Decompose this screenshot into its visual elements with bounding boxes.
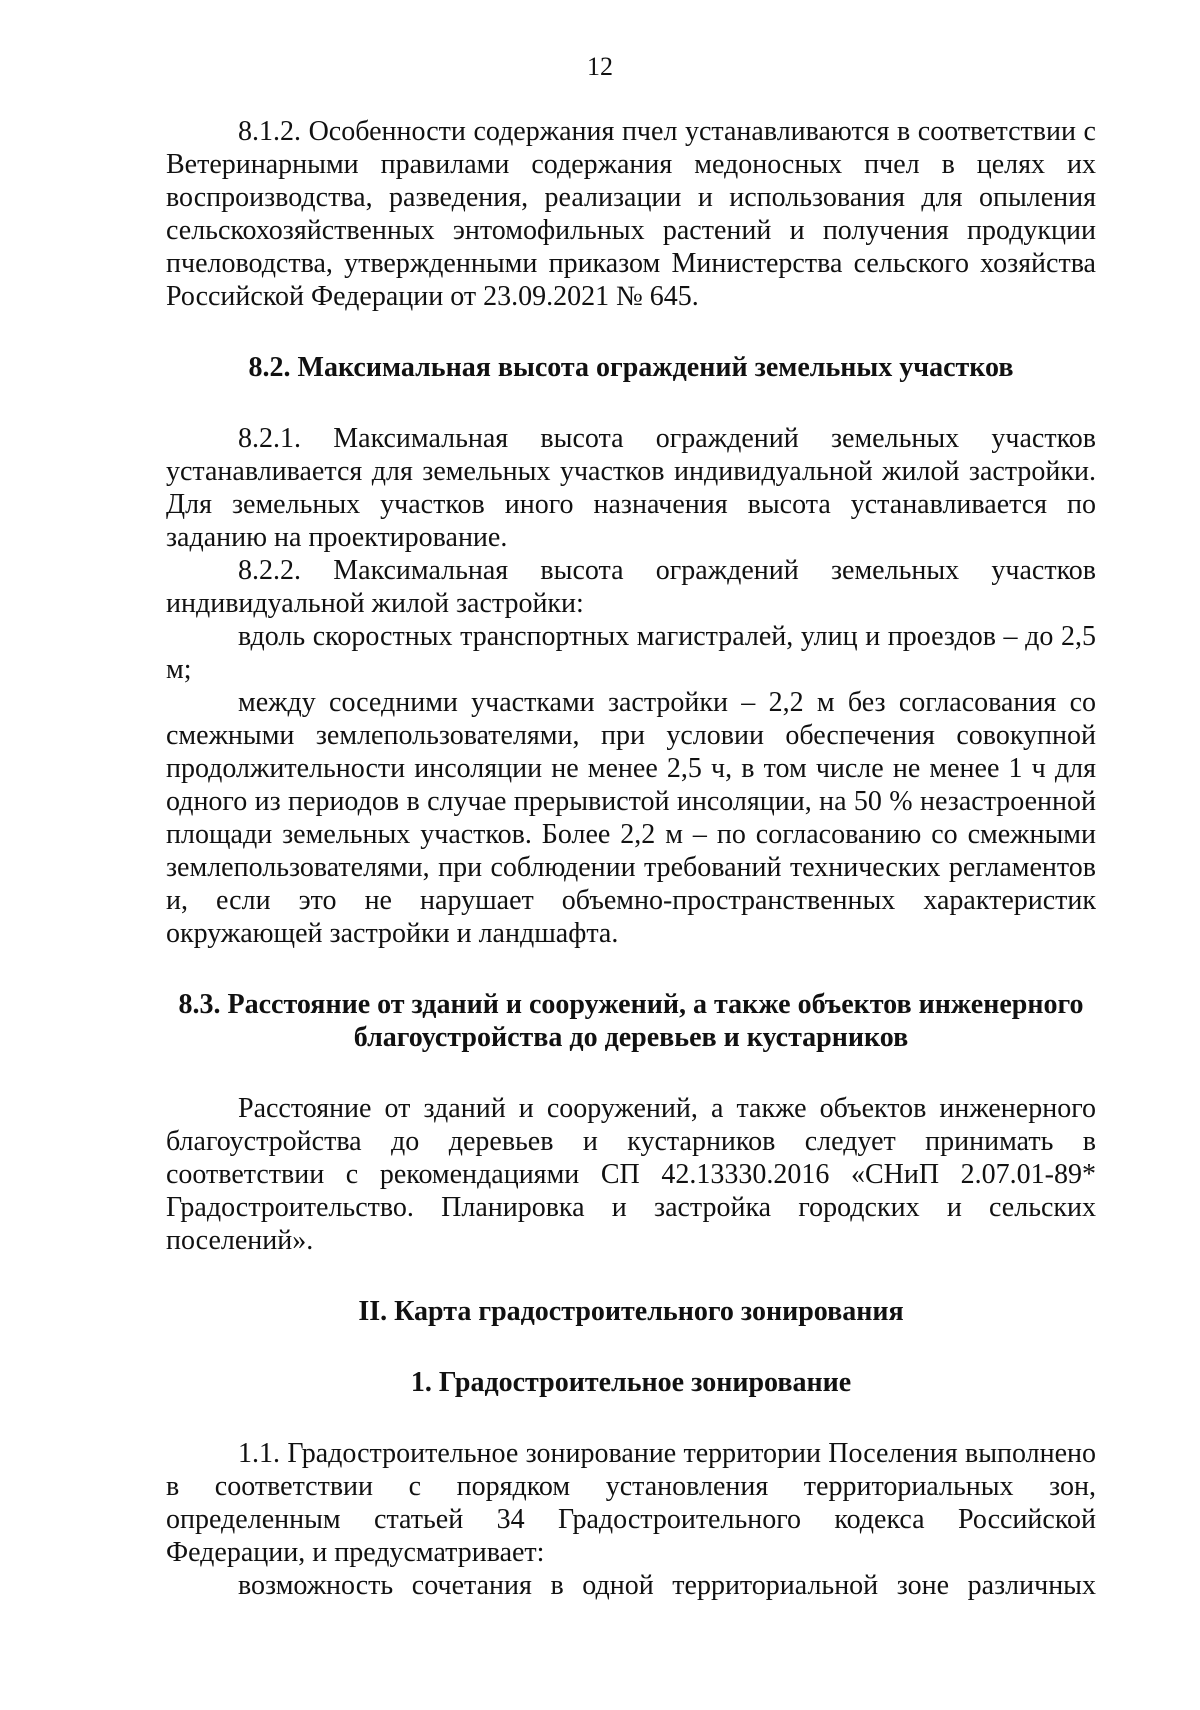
paragraph-8-3: Расстояние от зданий и сооружений, а также объектов инженерного благоустройства до деревьев и кустарников следует принимать в соответствии с рекомендациями СП 42.13330.2016 «СНиП 2.07.01-89* Градостроительство. Планировка и застройка городских и сельских поселений». bbox=[166, 1093, 1096, 1256]
paragraph-along-roads: вдоль скоростных транспортных магистралей, улиц и проездов – до 2,5 м; bbox=[166, 621, 1096, 685]
paragraph-8-1-2: 8.1.2. Особенности содержания пчел устанавливаются в соответствии с Ветеринарными правилами содержания медоносных пчел в целях их воспроизводства, разведения, реализации и использования для опыления сельскохозяйственных энтомофильных растений и получения продукции пчеловодства, утвержденными приказом Министерства сельского хозяйства Российской Федерации от 23.09.2021 № 645. bbox=[166, 116, 1096, 312]
heading-1: 1. Градостроительное зонирование bbox=[410, 1367, 852, 1398]
paragraph-possibility: возможность сочетания в одной территориальной зоне различных bbox=[238, 1570, 1096, 1601]
heading-8-2: 8.2. Максимальная высота ограждений земельных участков bbox=[248, 352, 1014, 383]
page-number: 12 bbox=[587, 52, 613, 81]
paragraph-8-2-2: 8.2.2. Максимальная высота ограждений земельных участков индивидуальной жилой застройки: bbox=[166, 555, 1096, 619]
paragraph-8-2-1: 8.2.1. Максимальная высота ограждений земельных участков устанавливается для земельных участков индивидуальной жилой застройки. Для земельных участков иного назначения высота устанавливается по заданию на проектирование. bbox=[166, 423, 1096, 553]
heading-section-II: II. Карта градостроительного зонирования bbox=[358, 1296, 904, 1327]
heading-8-3: 8.3. Расстояние от зданий и сооружений, а также объектов инженерного благоустройства до деревьев и кустарников bbox=[178, 989, 1084, 1053]
paragraph-1-1: 1.1. Градостроительное зонирование территории Поселения выполнено в соответствии с порядком установления территориальных зон, определенным статьей 34 Градостроительного кодекса Российской Федерации, и предусматривает: bbox=[166, 1438, 1096, 1568]
document-body bbox=[166, 115, 1096, 1602]
paragraph-between-plots: между соседними участками застройки – 2,2 м без согласования со смежными землепользователями, при условии обеспечения совокупной продолжительности инсоляции не менее 2,5 ч, в том числе не менее 1 ч для одного из периодов в случае прерывистой инсоляции, на 50 % незастроенной площади земельных участков. Более 2,2 м – по согласованию со смежными землепользователями, при соблюдении требований технических регламентов и, если это не нарушает объемно-пространственных характеристик окружающей застройки и ландшафта. bbox=[166, 687, 1096, 949]
